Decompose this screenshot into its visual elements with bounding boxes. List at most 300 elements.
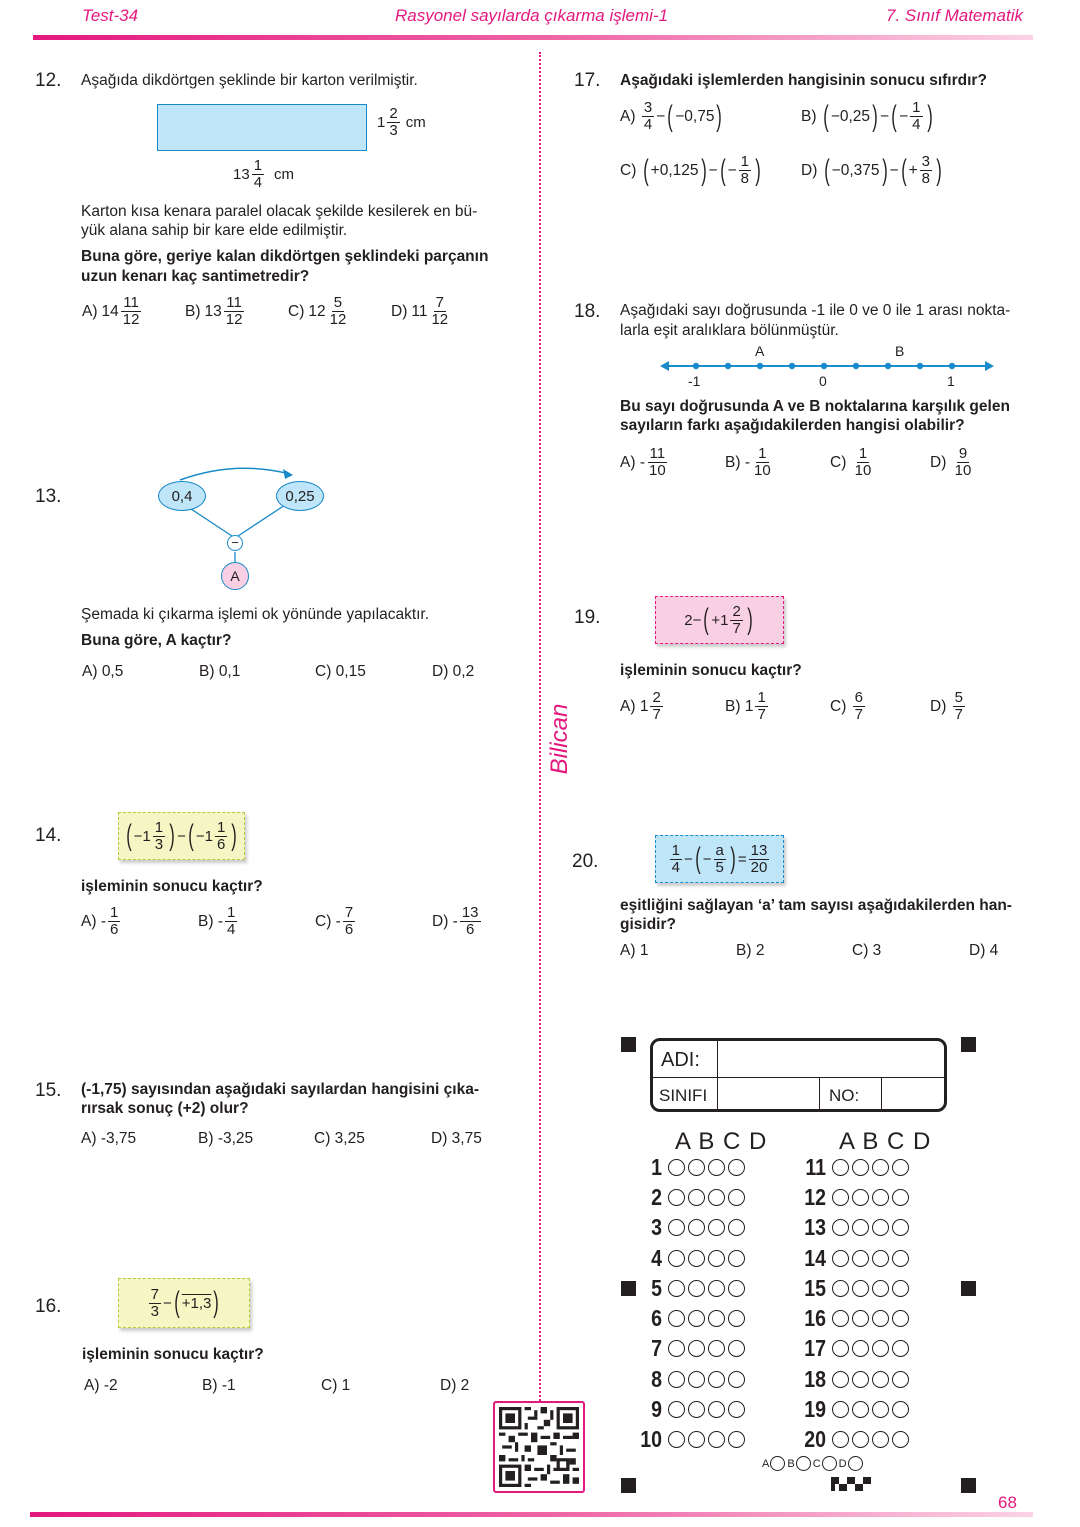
q12-options bbox=[82, 295, 452, 328]
denominator: 6 bbox=[344, 921, 354, 938]
bubble-a[interactable] bbox=[832, 1340, 849, 1357]
row-number: 10 bbox=[640, 1426, 662, 1453]
bubble-c[interactable] bbox=[708, 1159, 725, 1176]
bubble-d[interactable] bbox=[892, 1371, 909, 1388]
bubble-a[interactable] bbox=[668, 1159, 685, 1176]
q15-option-c[interactable] bbox=[314, 1130, 431, 1148]
bubble-b[interactable] bbox=[688, 1401, 705, 1418]
answer-row bbox=[796, 1243, 912, 1273]
booklet-bubble-b[interactable] bbox=[796, 1456, 811, 1471]
denominator: 7 bbox=[757, 706, 766, 723]
bubble-b[interactable] bbox=[688, 1431, 705, 1448]
bubble-c[interactable] bbox=[872, 1371, 889, 1388]
page-number: 68 bbox=[998, 1493, 1017, 1512]
student-info-box bbox=[650, 1038, 947, 1112]
bubble-a[interactable] bbox=[832, 1310, 849, 1327]
answer-row bbox=[632, 1394, 748, 1424]
q17-option-c[interactable]: C) ( +0,125 ) − ( − $\frac{1}{8}$ ) bbox=[620, 153, 761, 187]
bubble-d[interactable] bbox=[728, 1219, 745, 1236]
q13-result-node: A bbox=[221, 562, 249, 590]
option-label: D) bbox=[969, 942, 986, 959]
number-line bbox=[660, 356, 995, 376]
q18-options bbox=[620, 446, 975, 479]
bubble-a[interactable] bbox=[668, 1401, 685, 1418]
fraction bbox=[642, 100, 654, 133]
bubble-d[interactable] bbox=[728, 1340, 745, 1357]
q19-option-d[interactable] bbox=[930, 690, 967, 723]
denominator: 3 bbox=[150, 1302, 159, 1320]
info-divider bbox=[819, 1078, 820, 1109]
q18-option-d[interactable] bbox=[930, 446, 975, 479]
q12-question-2: uzun kenarı kaç santimetredir? bbox=[81, 268, 310, 285]
option-label: A) bbox=[620, 107, 636, 125]
close-paren: ) bbox=[213, 1286, 220, 1319]
q14-option-a[interactable] bbox=[81, 905, 198, 938]
q13-left-node: 0,4 bbox=[158, 481, 206, 511]
bubble-c[interactable] bbox=[708, 1340, 725, 1357]
q13-option-c[interactable] bbox=[315, 663, 432, 681]
fraction bbox=[853, 690, 865, 723]
bubble-b[interactable] bbox=[852, 1219, 869, 1236]
denominator: 4 bbox=[671, 858, 680, 876]
column-divider bbox=[539, 52, 541, 1412]
bubble-a[interactable] bbox=[668, 1250, 685, 1267]
bubble-c[interactable] bbox=[872, 1340, 889, 1357]
option-value: 0,2 bbox=[452, 663, 475, 680]
answer-row bbox=[632, 1152, 748, 1182]
q12-rectangle bbox=[157, 104, 367, 151]
bubble-d[interactable] bbox=[728, 1250, 745, 1267]
bubble-a[interactable] bbox=[832, 1250, 849, 1267]
row-number: 6 bbox=[651, 1305, 662, 1332]
option-label: C) bbox=[315, 912, 332, 930]
open-paren: ( bbox=[173, 1286, 180, 1319]
option-label: C) bbox=[830, 453, 847, 471]
option-label: C) bbox=[620, 161, 637, 179]
denominator: 12 bbox=[329, 311, 347, 328]
q13-options bbox=[82, 663, 474, 681]
option-label: D) bbox=[431, 1130, 448, 1147]
whole: 13 bbox=[204, 302, 222, 320]
bubble-a[interactable] bbox=[668, 1310, 685, 1327]
bubble-b[interactable] bbox=[852, 1159, 869, 1176]
answer-row bbox=[796, 1364, 912, 1394]
option-label: A) bbox=[81, 1130, 97, 1147]
answer-row bbox=[632, 1182, 748, 1212]
b-fraction bbox=[714, 843, 726, 876]
option-label: D) bbox=[391, 302, 408, 320]
q13-text: Şemada ki çıkarma işlemi ok yönünde yapılacaktır. bbox=[81, 606, 430, 623]
whole: 11 bbox=[411, 302, 428, 320]
open-paren: ( bbox=[719, 153, 726, 187]
numerator: 1 bbox=[740, 153, 749, 170]
a-whole: −1 bbox=[133, 827, 151, 845]
numerator: 2 bbox=[732, 602, 741, 620]
booklet-label-a: A bbox=[762, 1457, 770, 1470]
option-value: −0,75 bbox=[675, 107, 715, 125]
bubble-b[interactable] bbox=[688, 1340, 705, 1357]
numerator: 1 bbox=[671, 841, 680, 859]
denominator: 10 bbox=[854, 462, 872, 479]
bubble-c[interactable] bbox=[708, 1310, 725, 1327]
answer-row bbox=[632, 1243, 748, 1273]
q20-expression bbox=[655, 835, 784, 883]
booklet-bubble-c[interactable] bbox=[822, 1456, 837, 1471]
q15-option-d[interactable] bbox=[431, 1130, 482, 1148]
q12-option-c[interactable] bbox=[288, 295, 391, 328]
bubble-a[interactable] bbox=[832, 1401, 849, 1418]
numerator: 1 bbox=[216, 818, 226, 836]
bubble-a[interactable] bbox=[668, 1189, 685, 1206]
denominator: 3 bbox=[389, 122, 398, 139]
bubble-a[interactable] bbox=[832, 1219, 849, 1236]
denominator: 8 bbox=[740, 170, 749, 187]
option-label: D) bbox=[930, 697, 947, 715]
bubble-c[interactable] bbox=[708, 1371, 725, 1388]
bubble-d[interactable] bbox=[728, 1189, 745, 1206]
bubble-d[interactable] bbox=[728, 1310, 745, 1327]
booklet-bubble-a[interactable] bbox=[770, 1456, 785, 1471]
close-paren: ) bbox=[872, 99, 878, 133]
q17-option-a[interactable]: A) $\frac{3}{4}$ − ( −0,75 ) bbox=[620, 99, 723, 133]
option-value: 3 bbox=[872, 942, 882, 959]
bubble-b[interactable] bbox=[688, 1371, 705, 1388]
numerator: 1 bbox=[226, 904, 236, 921]
bubble-b[interactable] bbox=[852, 1340, 869, 1357]
bubble-a[interactable] bbox=[832, 1159, 849, 1176]
point-a-label: A bbox=[755, 343, 765, 359]
q20-option-a[interactable] bbox=[620, 942, 736, 960]
fraction bbox=[910, 100, 922, 133]
sign: - bbox=[639, 453, 645, 471]
option-value: 0,5 bbox=[101, 663, 124, 680]
q12-intro: Aşağıda dikdörtgen şeklinde bir karton verilmiştir. bbox=[81, 72, 418, 89]
row-number: 18 bbox=[804, 1365, 826, 1392]
q17-number: 17. bbox=[574, 70, 601, 91]
answer-row bbox=[796, 1273, 912, 1303]
row-number: 9 bbox=[651, 1396, 662, 1423]
q16-options bbox=[84, 1377, 469, 1395]
bubble-b[interactable] bbox=[688, 1250, 705, 1267]
option-label: C) bbox=[852, 942, 869, 959]
unit: cm bbox=[274, 166, 295, 183]
subject-title: 7. Sınıf Matematik bbox=[886, 6, 1023, 25]
class-field[interactable] bbox=[719, 1079, 819, 1109]
numerator: 1 bbox=[858, 445, 868, 462]
bubble-c[interactable] bbox=[872, 1401, 889, 1418]
q16-option-a[interactable] bbox=[84, 1377, 202, 1395]
q12-text-2: yük alana sahip bir kare elde edilmiştir. bbox=[81, 222, 348, 239]
booklet-bubble-d[interactable] bbox=[848, 1456, 863, 1471]
open-paren: ( bbox=[891, 99, 897, 133]
q14-number: 14. bbox=[35, 825, 62, 846]
option-label: D) bbox=[432, 912, 449, 930]
q20-option-b[interactable] bbox=[736, 942, 852, 960]
row-number: 13 bbox=[804, 1214, 826, 1241]
numerator: 1 bbox=[758, 445, 767, 462]
q19-option-c[interactable] bbox=[830, 690, 930, 723]
q18-option-c[interactable] bbox=[830, 446, 930, 479]
fraction bbox=[730, 604, 742, 637]
option-value: 4 bbox=[989, 942, 999, 959]
test-number: Test-34 bbox=[82, 6, 139, 25]
q13-option-b[interactable] bbox=[199, 663, 315, 681]
registration-mark bbox=[961, 1037, 976, 1052]
class-label: SINIFI bbox=[659, 1086, 708, 1105]
q16-option-c[interactable] bbox=[321, 1377, 440, 1395]
q16-expression bbox=[118, 1278, 250, 1328]
fraction bbox=[650, 690, 662, 723]
q20-option-d[interactable] bbox=[969, 942, 998, 960]
q13-option-a[interactable] bbox=[82, 663, 199, 681]
numerator: 1 bbox=[253, 157, 263, 174]
brand-logo: Bilican bbox=[546, 699, 574, 779]
bubble-d[interactable] bbox=[892, 1189, 909, 1206]
whole: 12 bbox=[308, 302, 326, 320]
q19-option-b[interactable] bbox=[725, 690, 830, 723]
close-paren: ) bbox=[881, 153, 888, 187]
bubble-a[interactable] bbox=[832, 1189, 849, 1206]
q13-number: 13. bbox=[35, 486, 62, 507]
bubble-b[interactable] bbox=[688, 1189, 705, 1206]
row-number: 1 bbox=[651, 1153, 662, 1180]
q19-expression bbox=[655, 596, 784, 644]
fraction bbox=[460, 905, 481, 938]
q19-option-a[interactable] bbox=[620, 690, 725, 723]
denominator: 6 bbox=[466, 921, 475, 938]
whole: 1 bbox=[744, 697, 754, 715]
numerator: 1 bbox=[109, 904, 119, 921]
option-label: B) bbox=[199, 663, 215, 680]
sign: - bbox=[217, 912, 223, 930]
bubble-c[interactable] bbox=[708, 1219, 725, 1236]
bubble-d[interactable] bbox=[892, 1219, 909, 1236]
bottom-whole: 13 bbox=[233, 166, 250, 183]
bubble-a[interactable] bbox=[668, 1219, 685, 1236]
answer-row bbox=[632, 1334, 748, 1364]
sign: - bbox=[100, 912, 106, 930]
answer-row bbox=[796, 1213, 912, 1243]
close-paren: ) bbox=[716, 99, 723, 133]
bubble-c[interactable] bbox=[872, 1159, 889, 1176]
q12-option-a[interactable] bbox=[82, 295, 185, 328]
point-b-label: B bbox=[895, 343, 905, 359]
bubble-b[interactable] bbox=[852, 1250, 869, 1267]
q16-question: işleminin sonucu kaçtır? bbox=[82, 1346, 264, 1363]
answer-columns-header-left: A B C D bbox=[675, 1128, 768, 1155]
option-value: -1 bbox=[221, 1377, 236, 1394]
q19-question: işleminin sonucu kaçtır? bbox=[620, 662, 802, 679]
bubble-d[interactable] bbox=[892, 1250, 909, 1267]
fraction bbox=[920, 154, 932, 187]
bubble-b[interactable] bbox=[852, 1431, 869, 1448]
bubble-d[interactable] bbox=[728, 1280, 745, 1297]
bubble-c[interactable] bbox=[872, 1189, 889, 1206]
row-number: 5 bbox=[651, 1274, 662, 1301]
booklet-label-d: D bbox=[838, 1457, 847, 1470]
q14-option-c[interactable] bbox=[315, 905, 432, 938]
bubble-c[interactable] bbox=[708, 1401, 725, 1418]
qr-code-icon bbox=[499, 1407, 579, 1487]
answer-row bbox=[796, 1334, 912, 1364]
bubble-a[interactable] bbox=[832, 1280, 849, 1297]
bubble-b[interactable] bbox=[688, 1310, 705, 1327]
q15-option-a[interactable] bbox=[81, 1130, 198, 1148]
option-label: C) bbox=[288, 302, 305, 320]
bubble-c[interactable] bbox=[708, 1280, 725, 1297]
result-fraction bbox=[749, 843, 770, 876]
bubble-d[interactable] bbox=[728, 1401, 745, 1418]
option-value: 3,25 bbox=[334, 1130, 365, 1147]
option-label: A) bbox=[620, 942, 636, 959]
bubble-b[interactable] bbox=[688, 1219, 705, 1236]
bubble-b[interactable] bbox=[688, 1159, 705, 1176]
bubble-d[interactable] bbox=[892, 1280, 909, 1297]
bubble-b[interactable] bbox=[852, 1280, 869, 1297]
fraction bbox=[953, 446, 974, 479]
fraction bbox=[429, 295, 450, 328]
b-whole: −1 bbox=[195, 827, 213, 845]
q13-question: Buna göre, A kaçtır? bbox=[81, 632, 232, 649]
bubble-b[interactable] bbox=[688, 1280, 705, 1297]
numerator: 1 bbox=[912, 99, 921, 116]
registration-mark bbox=[621, 1478, 636, 1493]
row-number: 15 bbox=[804, 1274, 826, 1301]
bubble-c[interactable] bbox=[708, 1431, 725, 1448]
denominator: 4 bbox=[912, 116, 921, 133]
a-fraction bbox=[670, 843, 682, 876]
row-number: 2 bbox=[651, 1183, 662, 1210]
bubble-d[interactable] bbox=[892, 1431, 909, 1448]
q17-option-d[interactable]: D) ( −0,375 ) − ( + $\frac{3}{8}$ ) bbox=[801, 153, 942, 187]
q16-option-d[interactable] bbox=[440, 1377, 469, 1395]
fraction bbox=[225, 905, 237, 938]
q12-option-b[interactable] bbox=[185, 295, 288, 328]
denominator: 3 bbox=[154, 835, 164, 853]
fraction bbox=[224, 295, 245, 328]
bubble-b[interactable] bbox=[852, 1310, 869, 1327]
bubble-a[interactable] bbox=[668, 1280, 685, 1297]
close-paren: ) bbox=[700, 153, 707, 187]
header-bar bbox=[33, 35, 1033, 40]
bubble-b[interactable] bbox=[852, 1189, 869, 1206]
bubble-d[interactable] bbox=[892, 1159, 909, 1176]
tick-1: 1 bbox=[947, 373, 955, 389]
q20-options bbox=[620, 942, 998, 960]
q15-question-2: rırsak sonuç (+2) olur? bbox=[81, 1100, 249, 1117]
fraction bbox=[149, 1287, 161, 1320]
q14-options bbox=[81, 905, 483, 938]
bubble-c[interactable] bbox=[872, 1219, 889, 1236]
answer-row bbox=[796, 1182, 912, 1212]
open-paren: ( bbox=[642, 153, 649, 187]
bubble-d[interactable] bbox=[728, 1431, 745, 1448]
numerator: 1 bbox=[154, 818, 164, 836]
answer-row bbox=[796, 1425, 912, 1455]
number-field[interactable] bbox=[883, 1079, 943, 1109]
option-value: −0,375 bbox=[831, 161, 880, 179]
bubble-a[interactable] bbox=[668, 1371, 685, 1388]
q17-option-b[interactable]: B) ( −0,25 ) − ( − $\frac{1}{4}$ ) bbox=[801, 99, 933, 133]
name-field[interactable] bbox=[719, 1041, 943, 1077]
bubble-b[interactable] bbox=[852, 1371, 869, 1388]
q14-option-b[interactable] bbox=[198, 905, 315, 938]
bubble-d[interactable] bbox=[728, 1159, 745, 1176]
q20-option-c[interactable] bbox=[852, 942, 969, 960]
row-number: 17 bbox=[804, 1335, 826, 1362]
fraction bbox=[755, 690, 767, 723]
numerator: a bbox=[715, 841, 724, 859]
inner-whole: +1 bbox=[711, 611, 729, 629]
bubble-a[interactable] bbox=[668, 1340, 685, 1357]
bubble-c[interactable] bbox=[872, 1250, 889, 1267]
q17-question: Aşağıdaki işlemlerden hangisinin sonucu sıfırdır? bbox=[620, 72, 987, 89]
denominator: 6 bbox=[109, 921, 119, 938]
q12-question-1: Buna göre, geriye kalan dikdörtgen şeklindeki parçanın bbox=[81, 248, 489, 265]
option-value: 2 bbox=[755, 942, 765, 959]
q18-option-a[interactable] bbox=[620, 446, 725, 479]
option-label: A) bbox=[82, 663, 98, 680]
row-number: 3 bbox=[651, 1214, 662, 1241]
bubble-b[interactable] bbox=[852, 1401, 869, 1418]
bubble-d[interactable] bbox=[892, 1401, 909, 1418]
q12-option-d[interactable] bbox=[391, 295, 452, 328]
close-paren: ) bbox=[231, 819, 238, 852]
bubble-c[interactable] bbox=[872, 1280, 889, 1297]
numerator: 7 bbox=[435, 294, 444, 311]
bubble-d[interactable] bbox=[892, 1340, 909, 1357]
qr-code[interactable] bbox=[493, 1401, 585, 1493]
q20-question-1: eşitliğini sağlayan ‘a’ tam sayısı aşağıdakilerden han- bbox=[620, 897, 1012, 914]
q16-option-b[interactable] bbox=[202, 1377, 321, 1395]
bubble-a[interactable] bbox=[668, 1431, 685, 1448]
denominator: 10 bbox=[753, 462, 771, 479]
open-paren: ( bbox=[703, 603, 710, 636]
timing-mark-pattern bbox=[831, 1477, 871, 1491]
option-label: C) bbox=[830, 697, 847, 715]
option-label: B) bbox=[801, 107, 817, 125]
footer-bar bbox=[30, 1512, 1033, 1517]
bubble-c[interactable] bbox=[708, 1250, 725, 1267]
q12-bottom-label bbox=[233, 158, 294, 191]
q14-question: işleminin sonucu kaçtır? bbox=[81, 878, 263, 895]
bubble-d[interactable] bbox=[892, 1310, 909, 1327]
numerator: 11 bbox=[649, 445, 666, 462]
q18-option-b[interactable] bbox=[725, 446, 830, 479]
numerator: 13 bbox=[461, 904, 479, 921]
bubble-d[interactable] bbox=[728, 1371, 745, 1388]
bubble-c[interactable] bbox=[708, 1189, 725, 1206]
option-value: +0,125 bbox=[650, 161, 699, 179]
minus: − bbox=[692, 611, 702, 629]
bubble-c[interactable] bbox=[872, 1310, 889, 1327]
sign: - bbox=[452, 912, 458, 930]
close-paren: ) bbox=[755, 153, 761, 187]
bubble-c[interactable] bbox=[872, 1431, 889, 1448]
bubble-a[interactable] bbox=[832, 1371, 849, 1388]
q15-option-b[interactable] bbox=[198, 1130, 314, 1148]
row-number: 8 bbox=[651, 1365, 662, 1392]
bubble-a[interactable] bbox=[832, 1431, 849, 1448]
option-label: A) bbox=[84, 1377, 100, 1394]
denominator: 6 bbox=[216, 835, 226, 853]
option-label: B) bbox=[198, 912, 214, 930]
q13-option-d[interactable] bbox=[432, 663, 474, 681]
row-number: 11 bbox=[805, 1153, 826, 1180]
open-paren: ( bbox=[900, 153, 907, 187]
q19-number: 19. bbox=[574, 607, 601, 628]
q14-option-d[interactable] bbox=[432, 905, 483, 938]
